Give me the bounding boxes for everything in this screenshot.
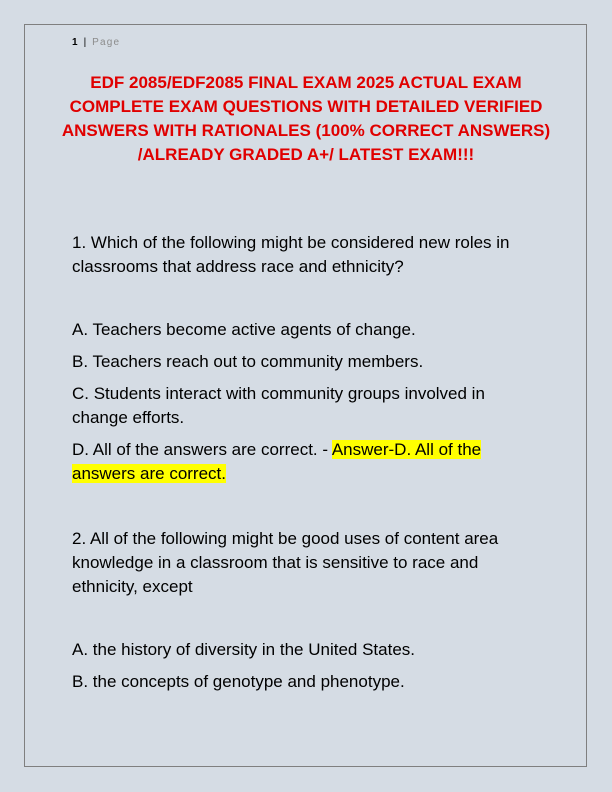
question-2-options bbox=[72, 638, 542, 702]
document-title: EDF 2085/EDF2085 FINAL EXAM 2025 ACTUAL EXAM COMPLETE EXAM QUESTIONS WITH DETAILED VERIFIED ANSWERS WITH RATIONALES (100% CORRECT ANSWERS) /ALREADY GRADED A+/ LATEST EXAM!!! bbox=[61, 73, 551, 164]
question-2 bbox=[72, 527, 542, 599]
page-separator: | bbox=[83, 37, 87, 48]
question-1-option-b: B. Teachers reach out to community members. bbox=[72, 352, 424, 371]
question-2-option-a: A. the history of diversity in the United States. bbox=[72, 640, 415, 659]
question-2-prompt: 2. All of the following might be good uses of content area knowledge in a classroom that is sensitive to race and ethnicity, except bbox=[72, 529, 499, 596]
question-1 bbox=[72, 231, 542, 279]
page-number: 1 bbox=[72, 37, 79, 48]
question-1-option-a: A. Teachers become active agents of change. bbox=[72, 320, 416, 339]
question-1-answer-highlight: Answer-D. All of the answers are correct. bbox=[72, 440, 482, 483]
page-label: Page bbox=[92, 37, 121, 48]
question-1-prompt: 1. Which of the following might be considered new roles in classrooms that address race and ethnicity? bbox=[72, 233, 510, 276]
question-1-option-d bbox=[72, 438, 542, 486]
question-1-option-c: C. Students interact with community groups involved in change efforts. bbox=[72, 384, 485, 427]
page-number-header bbox=[72, 37, 120, 48]
question-1-option-d-text: D. All of the answers are correct. - bbox=[72, 440, 332, 459]
question-2-option-b: B. the concepts of genotype and phenotype. bbox=[72, 672, 405, 691]
question-1-options bbox=[72, 318, 542, 494]
